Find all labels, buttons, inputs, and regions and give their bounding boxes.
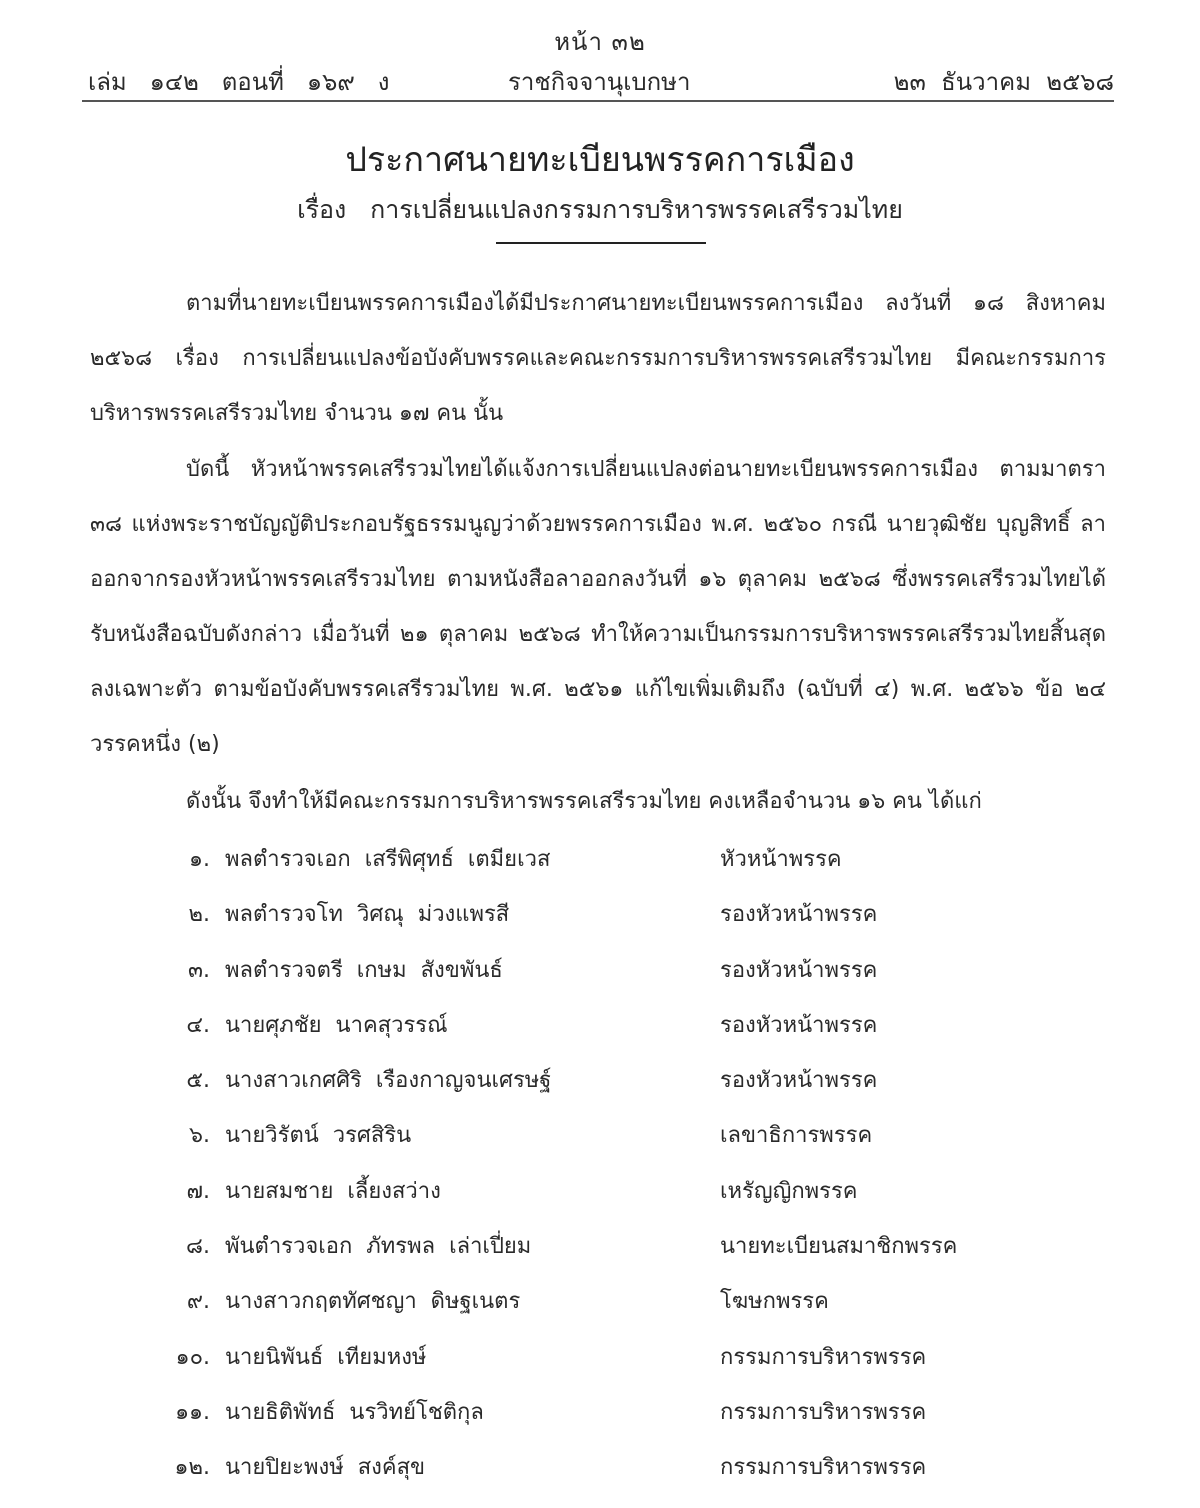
member-number: ๑. xyxy=(189,847,210,872)
member-name: นายศุภชัย นาคสุวรรณ์ xyxy=(225,1012,448,1038)
document-title: ประกาศนายทะเบียนพรรคการเมือง xyxy=(345,140,855,180)
member-position: รองหัวหน้าพรรค xyxy=(720,1012,878,1038)
body-paragraph-1 xyxy=(90,276,1106,441)
member-number: ๑๒. xyxy=(174,1455,210,1481)
list-item xyxy=(150,1161,1050,1216)
document-subject: เรื่อง การเปลี่ยนแปลงกรรมการบริหารพรรคเสรีรวมไทย xyxy=(297,195,903,224)
member-position: เลขาธิการพรรค xyxy=(720,1123,873,1149)
member-name: พลตำรวจโท วิศณุ ม่วงแพรสี xyxy=(225,902,510,928)
publication-name: ราชกิจจานุเบกษา xyxy=(508,68,691,96)
list-item xyxy=(150,940,1050,995)
publication-date: ๒๓ ธันวาคม ๒๕๖๘ xyxy=(893,68,1114,96)
list-item xyxy=(150,1437,1050,1492)
paragraph-text: บัดนี้ หัวหน้าพรรคเสรีรวมไทยได้แจ้งการเปลี่ยนแปลงต่อนายทะเบียนพรรคการเมือง ตามมาตรา ๓๘ แห่งพระราชบัญญัติประกอบรัฐธรรมนูญว่าด้วยพรรคการเมือง พ.ศ. ๒๕๖๐ กรณี นายวุฒิชัย บุญสิทธิ์ ลาออกจากรองหัวหน้าพรรคเสรีรวมไทย ตามหนังสือลาออกลงวันที่ ๑๖ ตุลาคม ๒๕๖๘ ซึ่งพรรคเสรีรวมไทยได้รับหนังสือฉบับดังกล่าว เมื่อวันที่ ๒๑ ตุลาคม ๒๕๖๘ ทำให้ความเป็นกรรมการบริหารพรรคเสรีรวมไทยสิ้นสุดลงเฉพาะตัว ตามข้อบังคับพรรคเสรีรวมไทย พ.ศ. ๒๕๖๑ แก้ไขเพิ่มเติมถึง (ฉบับที่ ๔) พ.ศ. ๒๕๖๖ ข้อ ๒๔ วรรคหนึ่ง (๒) xyxy=(90,457,1107,757)
member-number: ๕. xyxy=(186,1068,210,1094)
list-item xyxy=(150,1105,1050,1160)
header-divider xyxy=(82,100,1114,102)
page-number: หน้า ๓๒ xyxy=(554,28,646,56)
member-name: พันตำรวจเอก ภัทรพล เล่าเปี่ยม xyxy=(225,1234,532,1260)
member-number: ๘. xyxy=(186,1234,210,1260)
list-item xyxy=(150,1050,1050,1105)
member-number: ๑๐. xyxy=(175,1344,210,1370)
member-number: ๒. xyxy=(188,902,210,928)
member-name: นายธิติพัทธ์ นรวิทย์โชติกุล xyxy=(225,1399,484,1425)
member-number: ๓. xyxy=(187,957,210,983)
member-name: นายปิยะพงษ์ สงค์สุข xyxy=(225,1455,426,1481)
list-item xyxy=(150,829,1050,884)
list-item xyxy=(150,1271,1050,1326)
body-paragraph-2 xyxy=(90,442,1106,772)
member-name: พลตำรวจเอก เสรีพิศุทธ์ เตมียเวส xyxy=(225,847,551,872)
member-name: นายนิพันธ์ เทียมหงษ์ xyxy=(225,1344,427,1370)
paragraph-text: ดังนั้น จึงทำให้มีคณะกรรมการบริหารพรรคเสรีรวมไทย คงเหลือจำนวน ๑๖ คน ได้แก่ xyxy=(186,789,982,814)
member-position: รองหัวหน้าพรรค xyxy=(720,957,878,983)
volume-issue: เล่ม ๑๔๒ ตอนที่ ๑๖๙ ง xyxy=(88,68,390,96)
member-number: ๗. xyxy=(186,1178,210,1204)
committee-member-list xyxy=(150,829,1050,1493)
member-name: นายสมชาย เลี้ยงสว่าง xyxy=(225,1178,441,1204)
member-number: ๙. xyxy=(186,1289,210,1315)
member-name: นางสาวเกศศิริ เรืองกาญจนเศรษฐ์ xyxy=(225,1068,552,1094)
member-position: หัวหน้าพรรค xyxy=(720,847,842,872)
member-position: กรรมการบริหารพรรค xyxy=(720,1399,927,1425)
list-item xyxy=(150,1216,1050,1271)
member-position: เหรัญญิกพรรค xyxy=(720,1178,858,1204)
member-name: นางสาวกฤตทัศชญา ดิษฐเนตร xyxy=(225,1289,521,1315)
member-position: นายทะเบียนสมาชิกพรรค xyxy=(720,1234,958,1260)
body-paragraph-3 xyxy=(90,774,1106,829)
title-divider xyxy=(496,242,706,244)
gazette-header xyxy=(88,62,1114,96)
list-item xyxy=(150,1382,1050,1437)
list-item xyxy=(150,1327,1050,1382)
member-name: พลตำรวจตรี เกษม สังขพันธ์ xyxy=(225,957,503,983)
list-item xyxy=(150,884,1050,939)
member-number: ๖. xyxy=(189,1123,210,1149)
member-position: รองหัวหน้าพรรค xyxy=(720,1068,878,1094)
member-number: ๔. xyxy=(186,1012,210,1038)
member-name: นายวิรัตน์ วรศสิริน xyxy=(225,1123,412,1149)
member-position: กรรมการบริหารพรรค xyxy=(720,1344,927,1370)
list-item xyxy=(150,995,1050,1050)
member-position: กรรมการบริหารพรรค xyxy=(720,1455,927,1481)
member-position: โฆษกพรรค xyxy=(720,1289,829,1315)
member-position: รองหัวหน้าพรรค xyxy=(720,902,878,928)
paragraph-text: ตามที่นายทะเบียนพรรคการเมืองได้มีประกาศนายทะเบียนพรรคการเมือง ลงวันที่ ๑๘ สิงหาคม ๒๕๖๘ เรื่อง การเปลี่ยนแปลงข้อบังคับพรรคและคณะกรรมการบริหารพรรคเสรีรวมไทย มีคณะกรรมการบริหารพรรคเสรีรวมไทย จำนวน ๑๗ คน นั้น xyxy=(90,291,1106,426)
member-number: ๑๑. xyxy=(175,1399,210,1425)
